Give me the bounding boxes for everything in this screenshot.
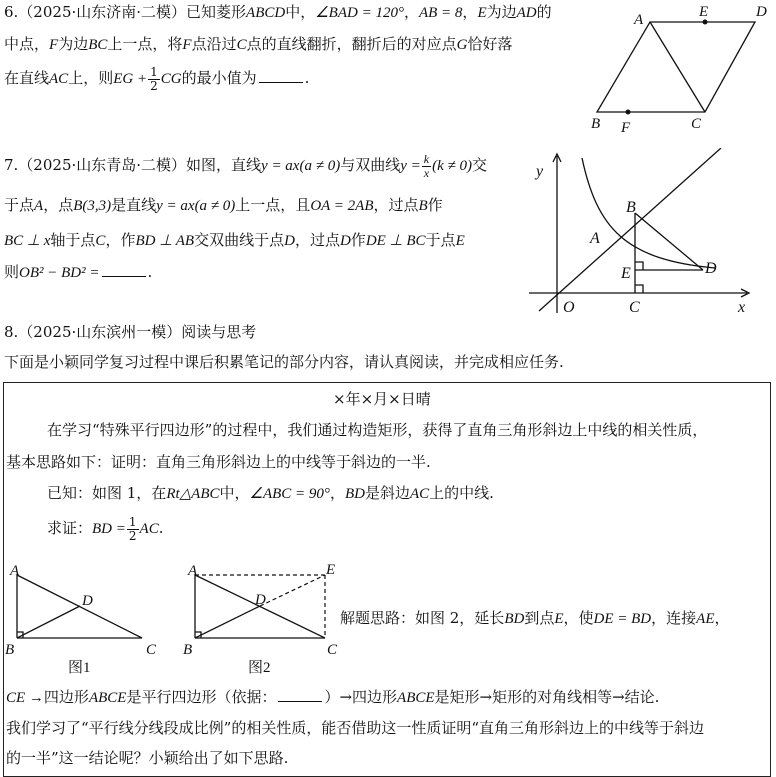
q6-line-2: 中点，F为边BC上一点，将F点沿过C点的直线翻折，翻折后的对应点G恰好落 bbox=[4, 35, 513, 53]
label-D: D bbox=[705, 260, 717, 277]
label-C: C bbox=[629, 299, 640, 316]
point-f bbox=[626, 110, 631, 115]
label-A: A bbox=[10, 563, 20, 579]
label-x: x bbox=[738, 299, 746, 316]
figure-2 bbox=[180, 560, 350, 675]
label-D: D bbox=[255, 592, 266, 608]
label-A: A bbox=[188, 563, 198, 579]
q7-line-1: 7.（2025·山东青岛·二模）如图，直线y = ax(a ≠ 0)与双曲线y = $\frac{k}{x}$ (k ≠ 0)交 bbox=[4, 152, 487, 180]
label-D: D bbox=[82, 593, 93, 609]
label-B: B bbox=[183, 642, 193, 658]
q7-line-2: 于点A，点B(3,3)是直线y = ax(a ≠ 0)上一点，且OA = 2AB，过点B作 bbox=[4, 196, 443, 214]
label-B: B bbox=[5, 642, 15, 658]
q6-line-3: 在直线AC上，则EG + $\frac{1}{2}$ CG的最小值为 . bbox=[4, 65, 310, 93]
hyperbola-figure bbox=[525, 148, 760, 320]
label-E: E bbox=[621, 265, 631, 282]
label-A: A bbox=[634, 12, 644, 28]
note-given: 已知：如图 1，在Rt△ABC中，∠ABC = 90°，BD是斜边AC上的中线. bbox=[47, 484, 494, 502]
answer-blank bbox=[278, 689, 322, 702]
fraction-k-over-x: $\frac{k}{x}$ bbox=[423, 152, 430, 180]
note-continuation: CE →四边形ABCE是平行四边形（依据： ）→四边形ABCE是矩形→矩形的对角线相等→结论. bbox=[6, 688, 660, 706]
answer-blank bbox=[259, 70, 303, 83]
q7-line-4: 则OB² − BD² = . bbox=[4, 263, 153, 281]
figure-caption: 图2 bbox=[248, 660, 271, 675]
label-E: E bbox=[326, 562, 336, 578]
label-C: C bbox=[146, 642, 157, 658]
label-C: C bbox=[327, 642, 338, 658]
rhombus-figure bbox=[590, 0, 770, 140]
answer-blank bbox=[102, 264, 146, 277]
label-F: F bbox=[621, 120, 631, 136]
q6-line-1: 6.（2025·山东济南·二模）已知菱形ABCD中，∠BAD = 120°，AB = 8，E为边AD的 bbox=[4, 3, 552, 21]
figure-1 bbox=[2, 560, 172, 675]
q8-instruction: 下面是小颖同学复习过程中课后积累笔记的部分内容，请认真阅读，并完成相应任务. bbox=[4, 353, 564, 371]
figure-caption: 图1 bbox=[68, 660, 91, 675]
label-D: D bbox=[756, 4, 767, 20]
label-B: B bbox=[626, 199, 636, 216]
note-prove: 求证：BD = $\frac{1}{2}$ AC. bbox=[47, 515, 164, 543]
fraction-half: $\frac{1}{2}$ bbox=[150, 65, 158, 93]
note-para-4: 的一半”这一结论呢？小颖给出了如下思路. bbox=[6, 749, 289, 767]
note-date: ×年×月×日晴 bbox=[333, 390, 431, 408]
q7-line-3: BC ⊥ x轴于点C，作BD ⊥ AB交双曲线于点D，过点D作DE ⊥ BC于点E bbox=[4, 231, 465, 249]
note-para-3: 我们学习了“平行线分线段成比例”的相关性质，能否借助这一性质证明“直角三角形斜边上的中线等于斜边 bbox=[6, 719, 705, 737]
q8-title: 8.（2025·山东滨州一模）阅读与思考 bbox=[4, 323, 257, 341]
note-idea: 解题思路：如图 2，延长BD到点E，使DE = BD，连接AE， bbox=[340, 609, 730, 627]
label-A: A bbox=[590, 230, 600, 247]
label-y: y bbox=[536, 163, 544, 180]
label-E: E bbox=[699, 4, 709, 20]
label-O: O bbox=[563, 299, 575, 316]
fraction-half: $\frac{1}{2}$ bbox=[128, 515, 137, 543]
point-e bbox=[703, 20, 708, 25]
label-B: B bbox=[591, 116, 601, 132]
label-C: C bbox=[691, 116, 702, 132]
note-para-1: 在学习“特殊平行四边形”的过程中，我们通过构造矩形，获得了直角三角形斜边上中线的相关性质， bbox=[47, 421, 708, 439]
note-para-2: 基本思路如下：证明：直角三角形斜边上的中线等于斜边的一半. bbox=[6, 453, 431, 471]
